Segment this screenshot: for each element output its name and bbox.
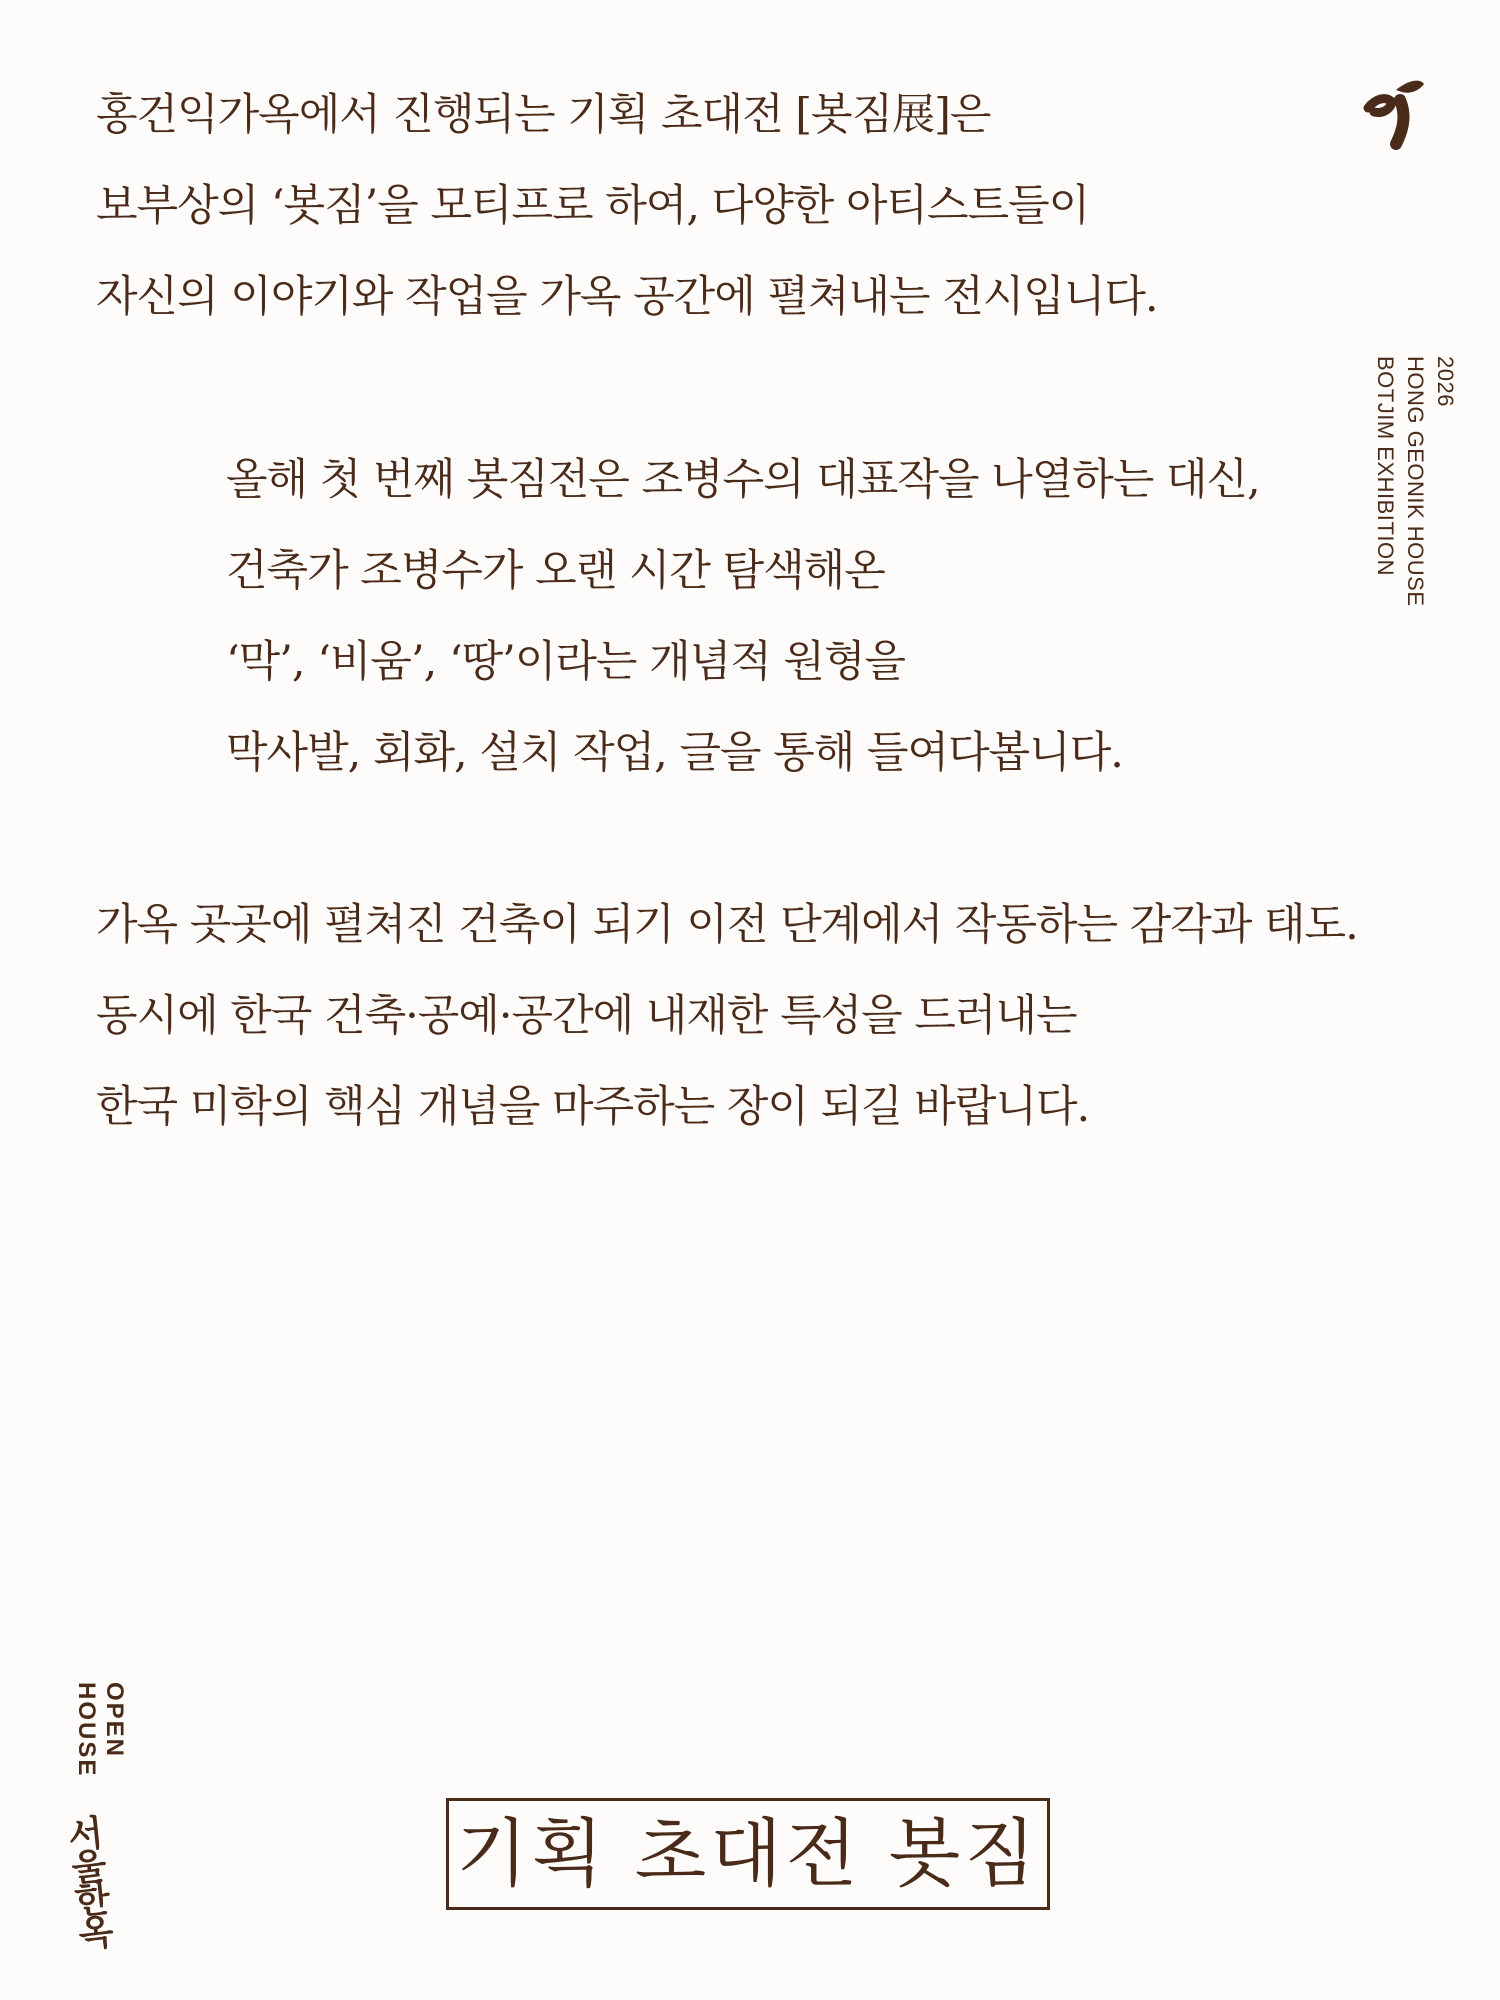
closing-line: 동시에 한국 건축·공예·공간에 내재한 특성을 드러내는 — [96, 991, 1077, 1041]
body-line: 막사발, 회화, 설치 작업, 글을 통해 들여다봅니다. — [226, 728, 1123, 778]
body-paragraph — [226, 435, 1260, 799]
house-name-en: HONG GEONIK HOUSE — [1403, 356, 1428, 607]
house-label: HOUSE — [73, 1682, 100, 1778]
closing-line: 가옥 곳곳에 펼쳐진 건축이 되기 이전 단계에서 작동하는 감각과 태도. — [96, 900, 1358, 950]
body-line: 건축가 조병수가 오랜 시간 탐색해온 — [226, 546, 885, 596]
title-box — [446, 1798, 1050, 1910]
open-house-label — [72, 1682, 128, 1777]
intro-paragraph — [96, 70, 1158, 343]
seoul-hanok-logo: 서울한옥 — [60, 1813, 115, 1949]
exhibition-name-en: BOTJIM EXHIBITION — [1373, 356, 1398, 576]
brush-figure-logo-icon — [1362, 70, 1432, 150]
body-line: ‘막’, ‘비움’, ‘땅’이라는 개념적 원형을 — [226, 637, 906, 687]
intro-line: 자신의 이야기와 작업을 가옥 공간에 펼쳐내는 전시입니다. — [96, 272, 1158, 322]
intro-line: 홍건익가옥에서 진행되는 기획 초대전 [봇짐展]은 — [96, 90, 991, 140]
exhibition-title: 기획 초대전 봇짐 — [456, 1811, 1040, 1897]
open-label: OPEN — [101, 1682, 128, 1759]
body-line: 올해 첫 번째 봇짐전은 조병수의 대표작을 나열하는 대신, — [226, 455, 1260, 505]
side-meta — [1370, 356, 1460, 607]
closing-paragraph — [96, 880, 1358, 1153]
closing-line: 한국 미학의 핵심 개념을 마주하는 장이 되길 바랍니다. — [96, 1082, 1090, 1132]
intro-line: 보부상의 ‘봇짐’을 모티프로 하여, 다양한 아티스트들이 — [96, 181, 1090, 231]
exhibition-year: 2026 — [1433, 356, 1458, 407]
